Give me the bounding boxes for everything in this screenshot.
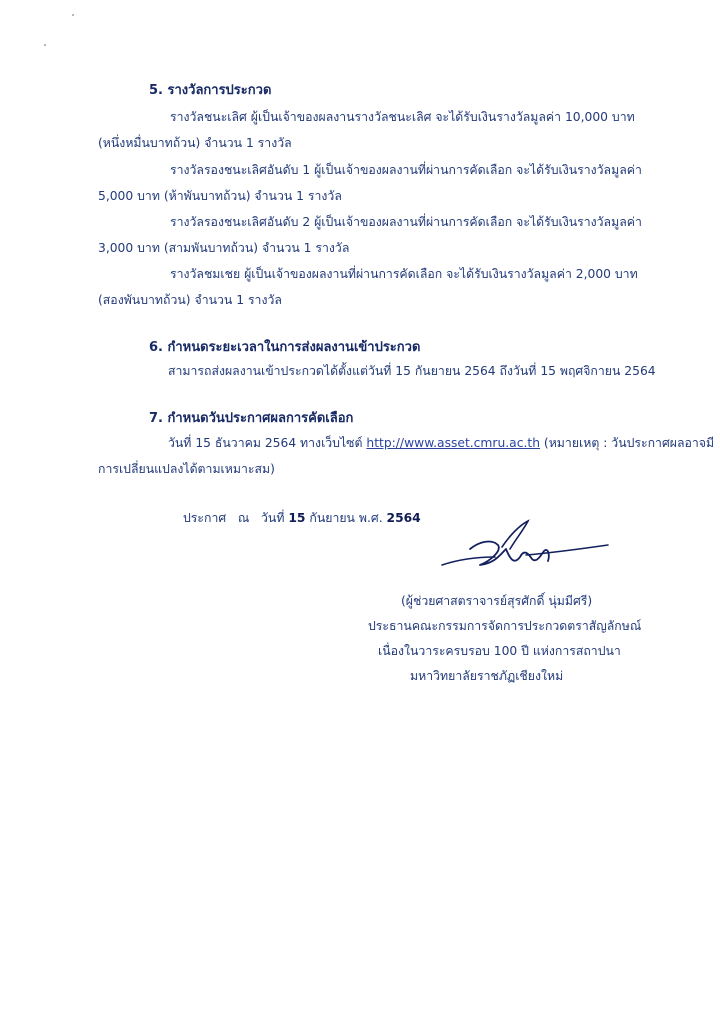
announce-date-text: วันที่ 15 ธันวาคม 2564 ทางเว็บไซต์ xyxy=(168,436,367,450)
scan-speck xyxy=(72,14,74,16)
announcement-middle: กันยายน พ.ศ. xyxy=(305,511,387,525)
prize-2-line-2: 5,000 บาท (ห้าพันบาทถ้วน) จำนวน 1 รางวัล xyxy=(98,189,342,203)
section-7-heading: 7. กำหนดวันประกาศผลการคัดเลือก xyxy=(149,411,354,426)
submission-period: สามารถส่งผลงานเข้าประกวดได้ตั้งแต่วันที่ 15 กันยายน 2564 ถึงวันที่ 15 พฤศจิกายน 2564 xyxy=(168,364,656,378)
signatory-title-3: มหาวิทยาลัยราชภัฏเชียงใหม่ xyxy=(410,669,564,683)
signatory-title-2: เนื่องในวาระครบรอบ 100 ปี แห่งการสถาปนา xyxy=(378,644,621,658)
announce-note-line-2: การเปลี่ยนแปลงได้ตามเหมาะสม) xyxy=(98,462,275,476)
prize-3-line-1: รางวัลรองชนะเลิศอันดับ 2 ผู้เป็นเจ้าของผลงานที่ผ่านการคัดเลือก จะได้รับเงินรางวัลมูลค่า xyxy=(170,215,642,229)
prize-4-line-2: (สองพันบาทถ้วน) จำนวน 1 รางวัล xyxy=(98,293,282,307)
signatory-title-1: ประธานคณะกรรมการจัดการประกวดตราสัญลักษณ์ xyxy=(368,619,642,633)
section-5-heading: 5. รางวัลการประกวด xyxy=(149,83,272,98)
signatory-name: (ผู้ช่วยศาสตราจารย์สุรศักดิ์ นุ่มมีศรี) xyxy=(401,594,593,608)
prize-4-line-1: รางวัลชมเชย ผู้เป็นเจ้าของผลงานที่ผ่านการคัดเลือก จะได้รับเงินรางวัลมูลค่า 2,000 บาท xyxy=(170,267,638,281)
announcement-year: 2564 xyxy=(386,511,421,525)
announcement-day: 15 xyxy=(288,511,306,525)
scan-speck xyxy=(44,44,46,46)
prize-2-line-1: รางวัลรองชนะเลิศอันดับ 1 ผู้เป็นเจ้าของผลงานที่ผ่านการคัดเลือก จะได้รับเงินรางวัลมูลค่า xyxy=(170,163,642,177)
section-6-heading: 6. กำหนดระยะเวลาในการส่งผลงานเข้าประกวด xyxy=(149,340,421,355)
announce-date-line xyxy=(168,434,714,453)
handwritten-signature xyxy=(440,519,610,579)
prize-1-line-1: รางวัลชนะเลิศ ผู้เป็นเจ้าของผลงานรางวัลชนะเลิศ จะได้รับเงินรางวัลมูลค่า 10,000 บาท xyxy=(170,110,635,124)
announce-note-text: (หมายเหตุ : วันประกาศผลอาจมี xyxy=(540,436,715,450)
prize-3-line-2: 3,000 บาท (สามพันบาทถ้วน) จำนวน 1 รางวัล xyxy=(98,241,350,255)
website-link[interactable]: http://www.asset.cmru.ac.th xyxy=(366,436,540,450)
announcement-prefix: ประกาศ ณ วันที่ xyxy=(183,511,289,525)
prize-1-line-2: (หนึ่งหมื่นบาทถ้วน) จำนวน 1 รางวัล xyxy=(98,136,292,150)
announcement-line xyxy=(183,509,421,528)
